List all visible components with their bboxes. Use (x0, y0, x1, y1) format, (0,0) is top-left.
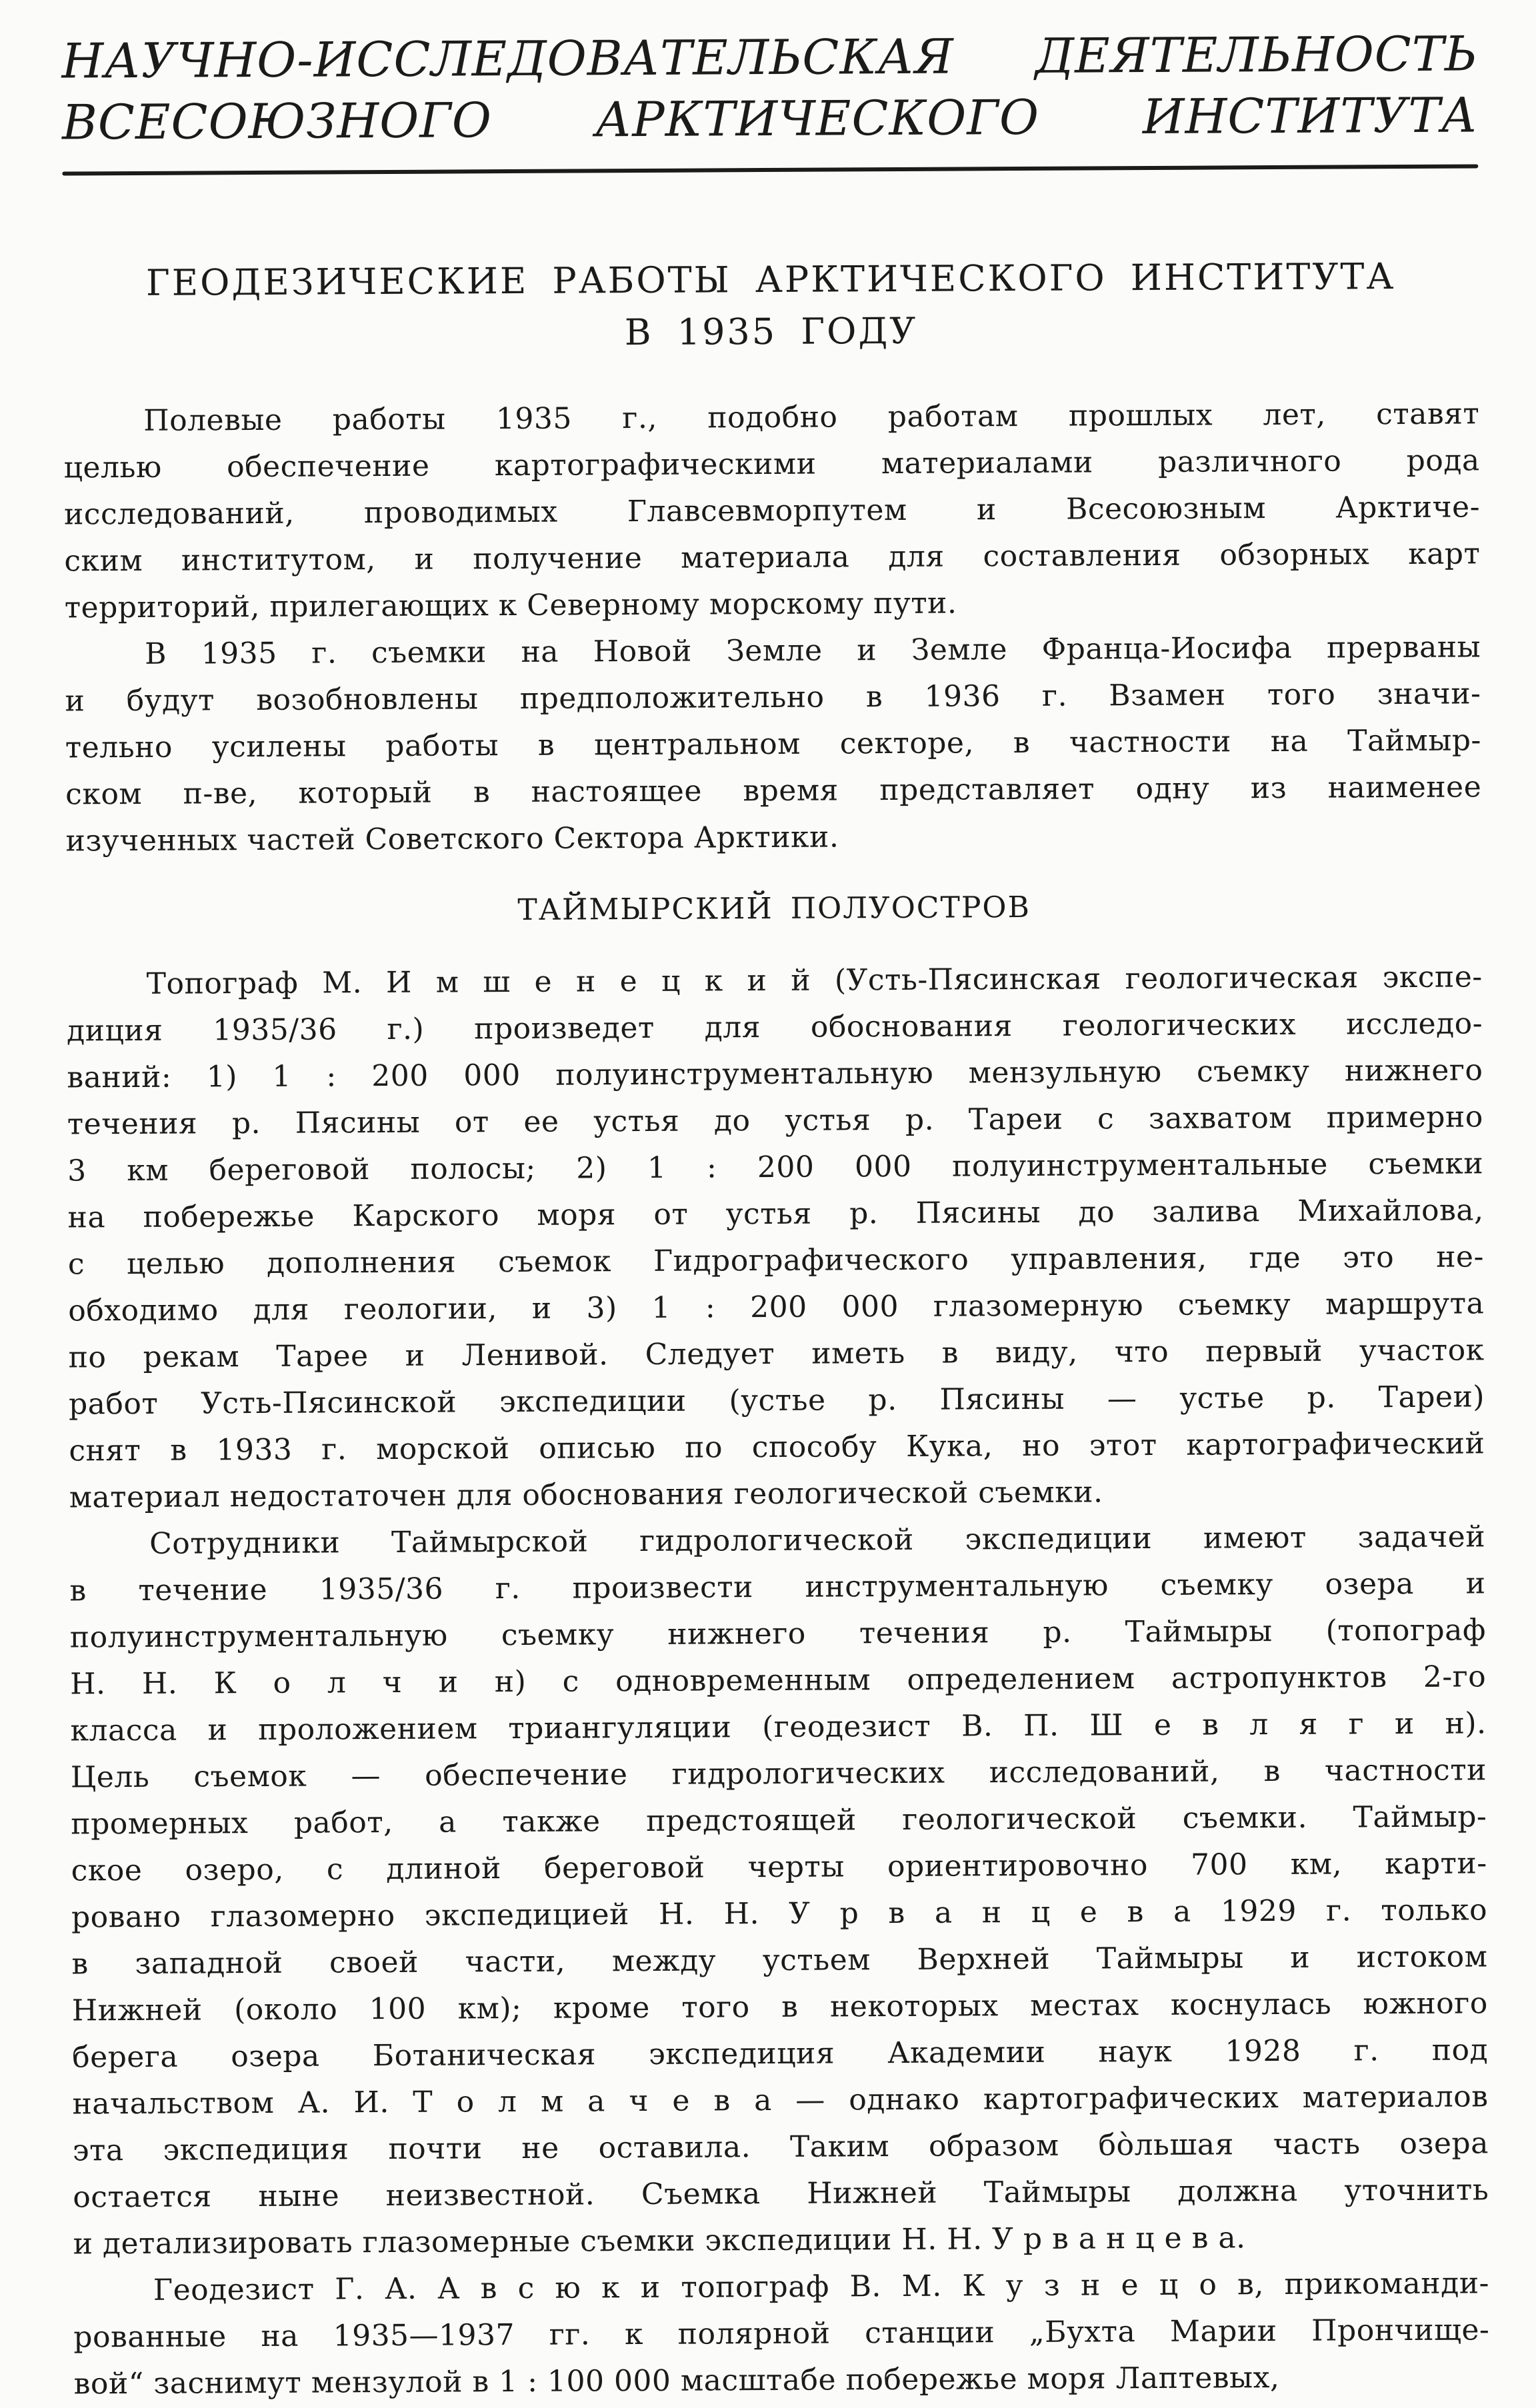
masthead-rule (62, 164, 1478, 175)
text-line: полуинструментальную съемку нижнего течения р. Таймыры (топограф (69, 1613, 1486, 1655)
text-line: вой“ заснимут мензулой в 1 : 100 000 масштабе побережье моря Лаптевых, (73, 2361, 1280, 2401)
text-line: ском п-ве, который в настоящее время представляет одну из наименее (65, 770, 1482, 812)
text-line: тельно усилены работы в центральном секторе, в частности на Таймыр- (65, 723, 1481, 765)
text-line: В 1935 г. съемки на Новой Земле и Земле Франца-Иосифа прерваны (144, 630, 1481, 671)
text-line: Сотрудники Таймырской гидрологической экспедиции имеют задачей (149, 1520, 1486, 1561)
text-line: ское озеро, с длиной береговой черты ориентировочно 700 км, карти- (71, 1846, 1487, 1888)
text-line: территорий, прилегающих к Северному морскому пути. (64, 586, 957, 625)
text-line: эта экспедиция почти не оставила. Таким образом бо̀льшая часть озера (72, 2126, 1489, 2168)
text-line: в западной своей части, между устьем Верхней Таймыры и истоком (71, 1939, 1488, 1981)
text-line: Н. Н. К о л ч и н) с одновременным определением астропунктов 2-го (70, 1660, 1487, 1702)
text-line: с целью дополнения съемок Гидрографического управления, где это не- (67, 1240, 1485, 1282)
article-title (63, 252, 1479, 359)
text-line: начальством А. И. Т о л м а ч е в а — однако картографических материалов (72, 2079, 1489, 2121)
section-paragraphs (67, 954, 1490, 2407)
article-title-line-2: В 1935 ГОДУ (624, 309, 918, 354)
text-line: снят в 1933 г. морской описью по способу Кука, но этот картографический (69, 1426, 1485, 1468)
text-line: в течение 1935/36 г. произвести инструментальную съемку озера и (69, 1566, 1486, 1608)
masthead-line-1: НАУЧНО-ИССЛЕДОВАТЕЛЬСКАЯ ДЕЯТЕЛЬНОСТЬ (61, 25, 1478, 89)
section-heading: ТАЙМЫРСКИЙ ПОЛУОСТРОВ (517, 890, 1031, 927)
text-line: Полевые работы 1935 г., подобно работам прошлых лет, ставят (143, 397, 1480, 438)
masthead (61, 23, 1478, 175)
text-line: на побережье Карского моря от устья р. Пясины до залива Михайлова, (67, 1193, 1484, 1235)
paragraph (63, 391, 1481, 631)
paragraph (73, 2260, 1490, 2407)
text-line: целью обеспечение картографическими материалами различного рода (63, 443, 1480, 485)
article (63, 252, 1490, 2407)
text-line: промерных работ, а также предстоящей геологической съемки. Таймыр- (71, 1800, 1487, 1841)
text-line: исследований, проводимых Главсевморпутем и Всесоюзным Арктиче- (63, 490, 1481, 532)
article-title-line-1: ГЕОДЕЗИЧЕСКИЕ РАБОТЫ АРКТИЧЕСКОГО ИНСТИТУТА (145, 255, 1396, 304)
text-line: рованные на 1935—1937 гг. к полярной станции „Бухта Марии Прончище- (73, 2313, 1490, 2355)
text-line: ским институтом, и получение материала для составления обзорных карт (64, 537, 1481, 579)
text-line: диция 1935/36 г.) произведет для обоснования геологических исследо- (66, 1006, 1483, 1048)
text-line: работ Усть-Пясинской экспедиции (устье р. Пясины — устье р. Тареи) (68, 1380, 1485, 1422)
text-line: по рекам Тарее и Ленивой. Следует иметь в виду, что первый участок (68, 1333, 1485, 1375)
text-line: Цель съемок — обеспечение гидрологических исследований, в частности (70, 1753, 1487, 1795)
text-line: Топограф М. И м ш е н е ц к и й (Усть-Пясинская геологическая экспе- (146, 960, 1483, 1001)
text-line: остается ныне неизвестной. Съемка Нижней Таймыры должна уточнить (73, 2173, 1489, 2215)
paragraph (65, 624, 1482, 864)
text-line: и будут возобновлены предположительно в 1936 г. Взамен того значи- (65, 676, 1481, 718)
text-line: течения р. Пясины от ее устья до устья р. Тареи с захватом примерно (67, 1100, 1483, 1142)
text-line: Нижней (около 100 км); кроме того в некоторых местах коснулась южного (71, 1986, 1488, 2028)
masthead-line-2: ВСЕСОЮЗНОГО АРКТИЧЕСКОГО ИНСТИТУТА (61, 87, 1479, 151)
text-line: 3 км береговой полосы; 2) 1 : 200 000 полуинструментальные съемки (67, 1146, 1484, 1188)
paragraph (67, 954, 1485, 1521)
text-line: класса и проложением триангуляции (геодезист В. П. Ш е в л я г и н). (70, 1706, 1487, 1748)
article-body (63, 391, 1490, 2407)
text-line: ровано глазомерно экспедицией Н. Н. У р в а н ц е в а 1929 г. только (71, 1893, 1488, 1935)
text-line: берега озера Ботаническая экспедиция Академии наук 1928 г. под (72, 2033, 1489, 2075)
paragraph (69, 1514, 1489, 2267)
text-line: обходимо для геологии, и 3) 1 : 200 000 глазомерную съемку маршрута (68, 1286, 1485, 1328)
intro-paragraphs (63, 391, 1482, 864)
text-line: Геодезист Г. А. А в с ю к и топограф В. М. К у з н е ц о в, прикоманди- (153, 2266, 1490, 2307)
text-line: и детализировать глазомерные съемки экспедиции Н. Н. У р в а н ц е в а. (73, 2221, 1246, 2261)
text-line: изученных частей Советского Сектора Арктики. (65, 820, 839, 858)
text-line: ваний: 1) 1 : 200 000 полуинструментальную мензульную съемку нижнего (67, 1053, 1483, 1095)
text-line: материал недостаточен для обоснования геологической съемки. (69, 1475, 1103, 1515)
